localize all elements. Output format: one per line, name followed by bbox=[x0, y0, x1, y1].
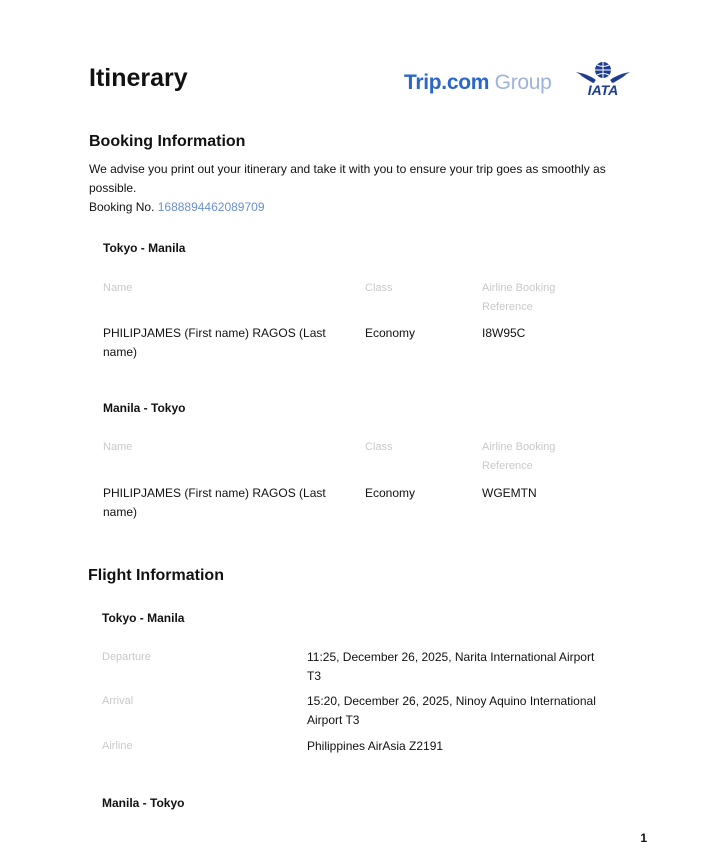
booking-advice-line2: possible. bbox=[89, 181, 137, 195]
passenger-class: Economy bbox=[365, 326, 416, 340]
col-class-label: Class bbox=[365, 441, 393, 453]
booking-segment-route: Tokyo - Manila bbox=[103, 241, 186, 255]
passenger-name bbox=[103, 324, 326, 362]
col-reference-label-line1: Airline Booking bbox=[482, 441, 556, 453]
departure-value-line1: 11:25, December 26, 2025, Narita International Airport bbox=[307, 650, 595, 664]
passenger-name-line1: PHILIPJAMES (First name) RAGOS (Last bbox=[103, 486, 326, 500]
booking-advice bbox=[89, 160, 629, 217]
booking-segment-route: Manila - Tokyo bbox=[103, 401, 186, 415]
col-reference-label-line2: Reference bbox=[482, 460, 533, 472]
arrival-value-line2: Airport T3 bbox=[307, 713, 360, 727]
departure-label: Departure bbox=[102, 651, 151, 663]
airline-label: Airline bbox=[102, 740, 133, 752]
passenger-class: Economy bbox=[365, 486, 416, 500]
booking-number-label: Booking No. bbox=[89, 200, 155, 214]
arrival-value-line1: 15:20, December 26, 2025, Ninoy Aquino International bbox=[307, 694, 596, 708]
departure-value bbox=[307, 648, 617, 686]
page-number: 1 bbox=[640, 831, 647, 845]
airline-booking-reference: WGEMTN bbox=[482, 486, 537, 500]
col-name-label: Name bbox=[103, 282, 133, 294]
col-class-label: Class bbox=[365, 282, 393, 294]
flight-segment-route: Tokyo - Manila bbox=[102, 611, 185, 625]
arrival-label: Arrival bbox=[102, 695, 134, 707]
passenger-name-line2: name) bbox=[103, 345, 138, 359]
trip-com-logo bbox=[404, 71, 552, 95]
logo-group-text: Group bbox=[494, 71, 552, 94]
iata-logo bbox=[574, 60, 632, 100]
passenger-name-line2: name) bbox=[103, 505, 138, 519]
passenger-name-line1: PHILIPJAMES (First name) RAGOS (Last bbox=[103, 326, 326, 340]
col-name-label: Name bbox=[103, 441, 133, 453]
logo-trip-text: Trip.com bbox=[404, 71, 490, 94]
flight-segment-route: Manila - Tokyo bbox=[102, 796, 185, 810]
iata-text: IATA bbox=[587, 82, 619, 98]
flight-info-heading: Flight Information bbox=[88, 567, 224, 584]
col-reference-label-line2: Reference bbox=[482, 301, 533, 313]
booking-info-heading: Booking Information bbox=[89, 133, 246, 150]
col-reference-label-line1: Airline Booking bbox=[482, 282, 556, 294]
departure-value-line2: T3 bbox=[307, 669, 322, 683]
booking-advice-line1: We advise you print out your itinerary and take it with you to ensure your trip goes as smoothly as bbox=[89, 162, 606, 176]
col-reference-label bbox=[482, 279, 555, 317]
page-title: Itinerary bbox=[89, 64, 188, 92]
booking-number[interactable]: 1688894462089709 bbox=[157, 200, 265, 214]
arrival-value bbox=[307, 692, 617, 730]
col-reference-label bbox=[482, 438, 555, 476]
booking-number-row bbox=[89, 198, 629, 217]
airline-value: Philippines AirAsia Z2191 bbox=[307, 739, 444, 753]
passenger-name bbox=[103, 484, 326, 522]
airline-booking-reference: I8W95C bbox=[482, 326, 526, 340]
